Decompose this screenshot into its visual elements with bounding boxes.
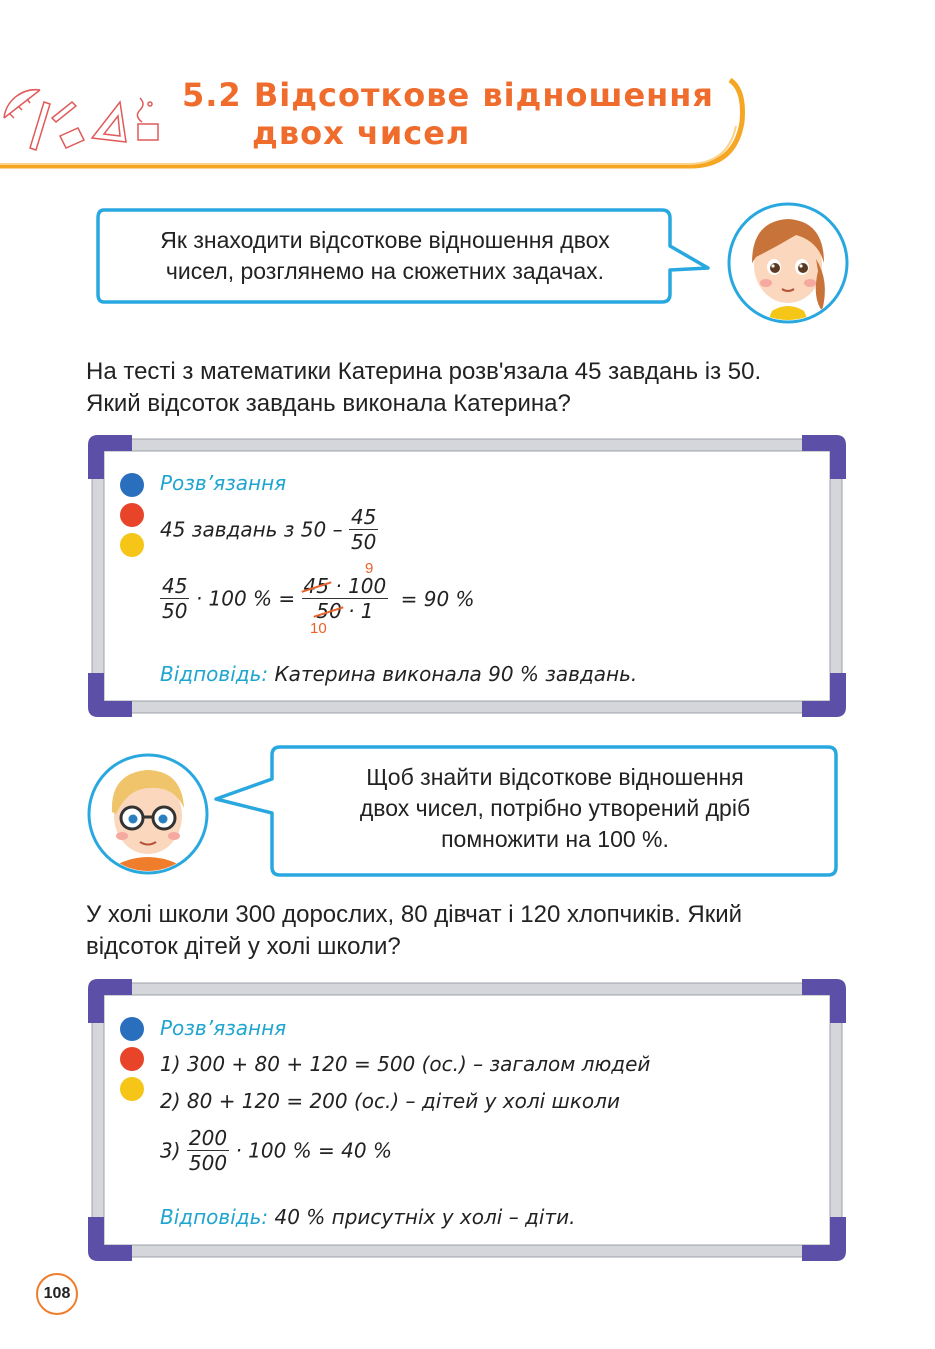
problem1-line1: На тесті з математики Катерина розв'язала 45 завдань із 50. — [86, 358, 762, 385]
problem1-line2: Який відсоток завдань виконала Катерина? — [86, 390, 571, 417]
marker-dots-2 — [120, 1017, 144, 1101]
fraction-45-50 — [349, 505, 378, 554]
problem2-line1: У холі школи 300 дорослих, 80 дівчат і 120 хлопчиків. Який — [86, 901, 743, 928]
answer-text: Катерина виконала 90 % завдань. — [274, 662, 638, 686]
fraction-200-500 — [187, 1126, 229, 1175]
rule-line2: двох чисел, потрібно утворений дріб — [359, 795, 751, 821]
intro-line1: Як знаходити відсоткове відношення двох — [160, 227, 610, 253]
page-title — [182, 76, 742, 152]
solution2-step3 — [160, 1126, 392, 1175]
problem2-line2: відсоток дітей у холі школи? — [86, 933, 401, 960]
times-100: · 100 — [335, 574, 387, 598]
yellow-dot — [120, 1077, 144, 1101]
answer-label: Відповідь: — [160, 1205, 269, 1229]
fraction-denominator: 500 — [188, 1151, 228, 1175]
solution1-label: Розв’язання — [160, 471, 287, 495]
solution1-calculation — [160, 574, 475, 623]
blue-dot — [120, 473, 144, 497]
rule-line1: Щоб знайти відсоткове відношення — [366, 764, 744, 790]
solution1-answer — [160, 662, 637, 686]
struck-45: 45 — [303, 574, 329, 598]
intro-line2: чисел, розглянемо на сюжетних задачах. — [165, 258, 605, 284]
girl-avatar — [726, 201, 850, 325]
reduced-fraction — [302, 574, 389, 623]
answer-text: 40 % присутніх у холі – діти. — [274, 1205, 576, 1229]
fraction-denominator: 50 — [162, 599, 188, 623]
red-dot — [120, 503, 144, 527]
solution2-label: Розв’язання — [160, 1016, 287, 1040]
times-1: · 1 — [348, 599, 374, 623]
fraction-numerator: 45 — [162, 574, 188, 598]
solution2-answer — [160, 1205, 575, 1229]
title-line2: двох чисел — [252, 114, 471, 152]
rule-bubble-text — [275, 762, 835, 855]
solution2-step2: 2) 80 + 120 = 200 (ос.) – дітей у холі школи — [160, 1089, 620, 1113]
step3-prefix: 3) — [160, 1138, 181, 1163]
marker-dots-1 — [120, 473, 144, 557]
reduced-numerator-9: 9 — [365, 560, 374, 577]
step3-rest: · 100 % = 40 % — [235, 1138, 392, 1163]
intro-bubble-text — [100, 225, 670, 287]
answer-label: Відповідь: — [160, 662, 269, 686]
solution1-step1-text: 45 завдань з 50 – — [160, 517, 343, 542]
problem-2 — [86, 899, 876, 963]
rule-line3: помножити на 100 %. — [441, 826, 669, 852]
blue-dot — [120, 1017, 144, 1041]
solution1-step1 — [160, 505, 378, 554]
red-dot — [120, 1047, 144, 1071]
solution2-step1: 1) 300 + 80 + 120 = 500 (ос.) – загалом людей — [160, 1052, 651, 1076]
fraction-numerator: 200 — [188, 1126, 228, 1150]
fraction-45-50-b — [160, 574, 189, 623]
fraction-denominator: 50 — [350, 530, 377, 554]
multiply-100-percent: · 100 % = — [195, 586, 296, 611]
page-number: 108 — [36, 1273, 78, 1315]
yellow-dot — [120, 533, 144, 557]
boy-avatar — [86, 752, 210, 876]
problem-1 — [86, 356, 876, 420]
school-supplies-icon — [0, 78, 170, 156]
title-line1: 5.2 Відсоткове відношення — [182, 76, 714, 114]
reduced-fraction-numerator — [302, 574, 389, 599]
reduced-denominator-10: 10 — [310, 620, 327, 637]
struck-50: 50 — [316, 599, 342, 623]
calc-result: = 90 % — [400, 586, 475, 611]
fraction-numerator: 45 — [350, 505, 377, 529]
